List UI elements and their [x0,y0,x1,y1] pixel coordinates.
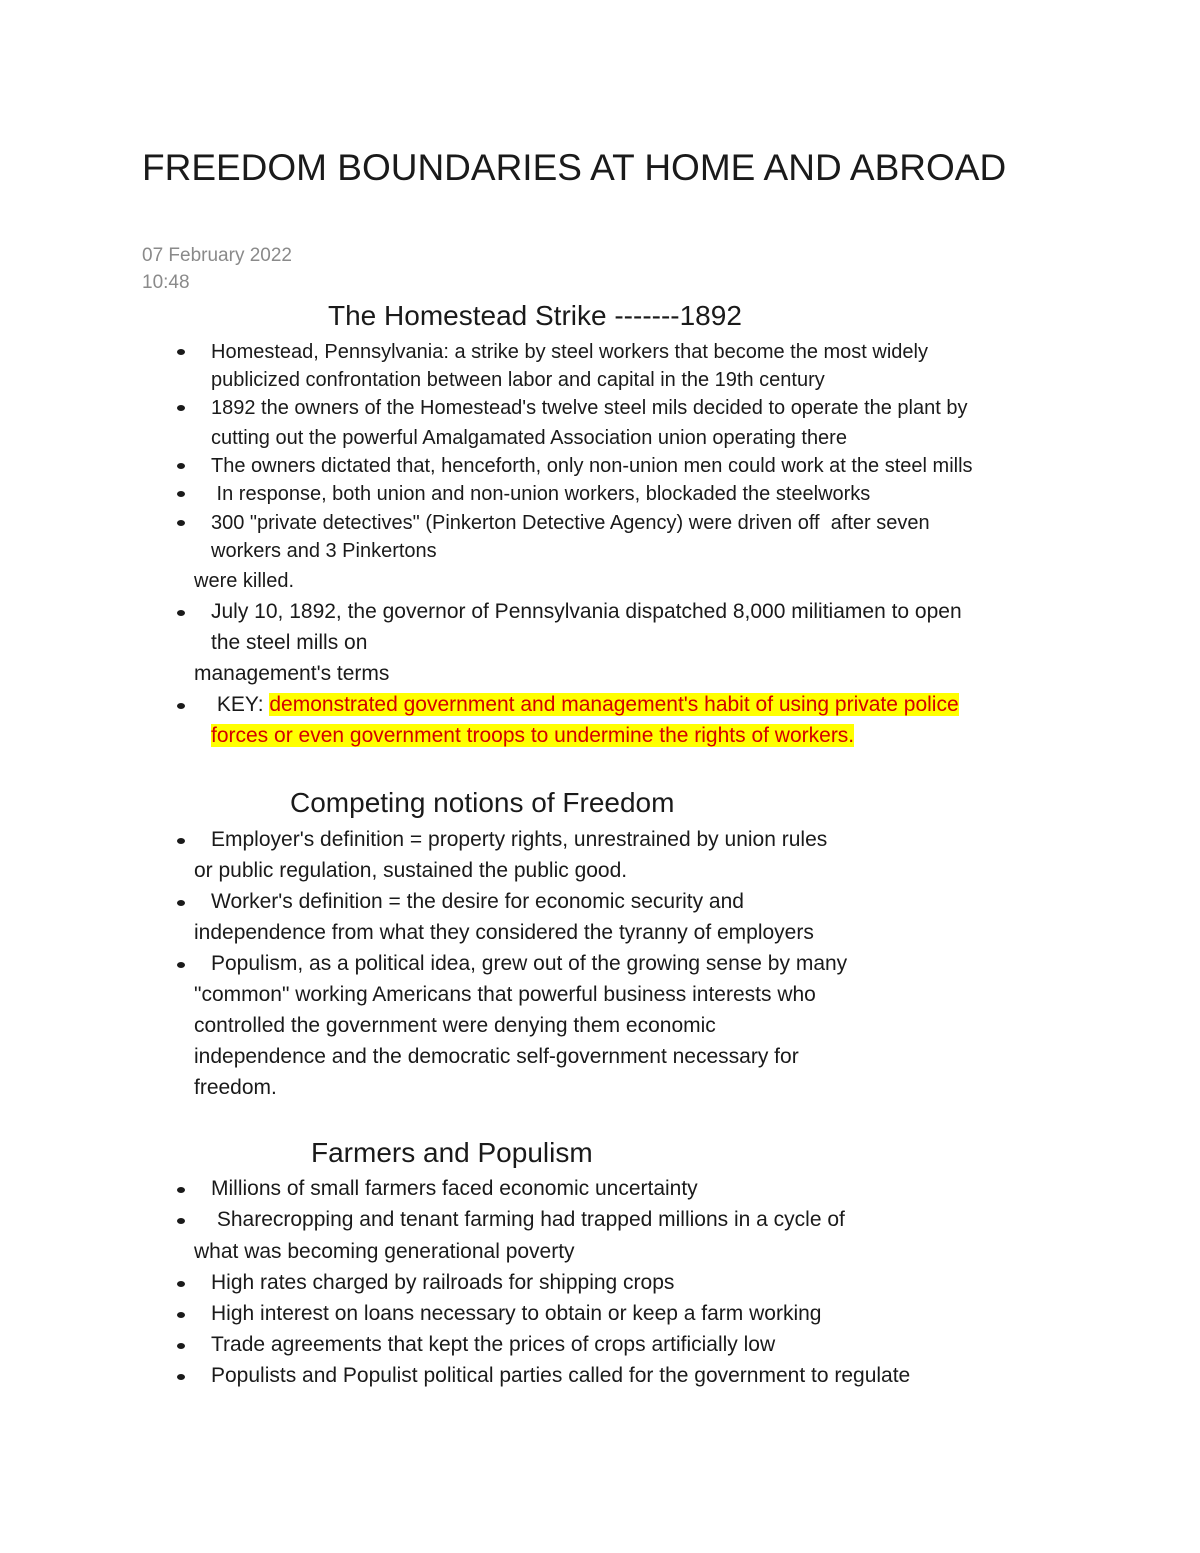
bullet-icon [177,520,185,526]
list-item-continuation: "common" working Americans that powerful business interests who [194,983,816,1006]
note-time: 10:48 [142,272,190,293]
list-item-continuation: management's terms [194,662,390,685]
section-heading-competing: Competing notions of Freedom [290,787,675,818]
list-item-line: 1892 the owners of the Homestead's twelve steel mils decided to operate the plant by [211,397,968,419]
list-item-line: cutting out the powerful Amalgamated Association union operating there [211,427,847,449]
list-item-continuation: or public regulation, sustained the public good. [194,859,628,882]
bullet-icon [177,703,185,709]
list-item-line: Populists and Populist political parties called for the government to regulate [211,1364,911,1387]
list-item-continuation: were killed. [194,570,295,592]
note-date: 07 February 2022 [142,245,292,266]
bullet-icon [177,1343,185,1349]
bullet-icon [177,349,185,355]
list-item-line: Millions of small farmers faced economic uncertainty [211,1177,698,1200]
list-item-line: High rates charged by railroads for shipping crops [211,1271,675,1294]
bullet-icon [177,1218,185,1224]
list-item-line: Homestead, Pennsylvania: a strike by steel workers that become the most widely [211,341,928,363]
page-title: FREEDOM BOUNDARIES AT HOME AND ABROAD [142,147,1007,188]
bullet-icon [177,1374,185,1380]
key-highlight: demonstrated government and management's habit of using private police [269,693,959,716]
list-item-line: 300 "private detectives" (Pinkerton Detective Agency) were driven off after seven [211,512,930,534]
list-item-line: High interest on loans necessary to obtain or keep a farm working [211,1302,822,1325]
key-label: KEY: [211,693,270,716]
bullet-icon [177,405,185,411]
key-line [211,691,959,719]
bullet-icon [177,962,185,968]
list-item-line: the steel mills on [211,631,368,654]
section-heading-farmers: Farmers and Populism [311,1137,593,1168]
list-item-line: publicized confrontation between labor and capital in the 19th century [211,369,825,391]
list-item-continuation: what was becoming generational poverty [194,1240,575,1263]
list-item-continuation: controlled the government were denying them economic [194,1014,716,1037]
list-item-line: Trade agreements that kept the prices of crops artificially low [211,1333,776,1356]
bullet-icon [177,1312,185,1318]
list-item-line: Worker's definition = the desire for economic security and [211,890,744,913]
list-item-line: July 10, 1892, the governor of Pennsylvania dispatched 8,000 militiamen to open [211,600,962,623]
list-item-line: In response, both union and non-union workers, blockaded the steelworks [211,483,871,505]
key-line [211,722,854,750]
bullet-icon [177,1281,185,1287]
list-item-continuation: freedom. [194,1076,277,1099]
bullet-icon [177,1187,185,1193]
bullet-icon [177,463,185,469]
list-item-line: The owners dictated that, henceforth, only non-union men could work at the steel mills [211,455,973,477]
list-item-line: workers and 3 Pinkertons [211,540,437,562]
list-item-line: Populism, as a political idea, grew out of the growing sense by many [211,952,848,975]
list-item-continuation: independence from what they considered the tyranny of employers [194,921,814,944]
section-heading-homestead: The Homestead Strike -------1892 [328,300,742,331]
bullet-icon [177,838,185,844]
bullet-icon [177,900,185,906]
bullet-icon [177,610,185,616]
list-item-line: Sharecropping and tenant farming had trapped millions in a cycle of [211,1208,845,1231]
bullet-icon [177,491,185,497]
key-highlight: forces or even government troops to undermine the rights of workers. [211,724,855,747]
list-item-continuation: independence and the democratic self-government necessary for [194,1045,799,1068]
list-item-line: Employer's definition = property rights, unrestrained by union rules [211,828,828,851]
